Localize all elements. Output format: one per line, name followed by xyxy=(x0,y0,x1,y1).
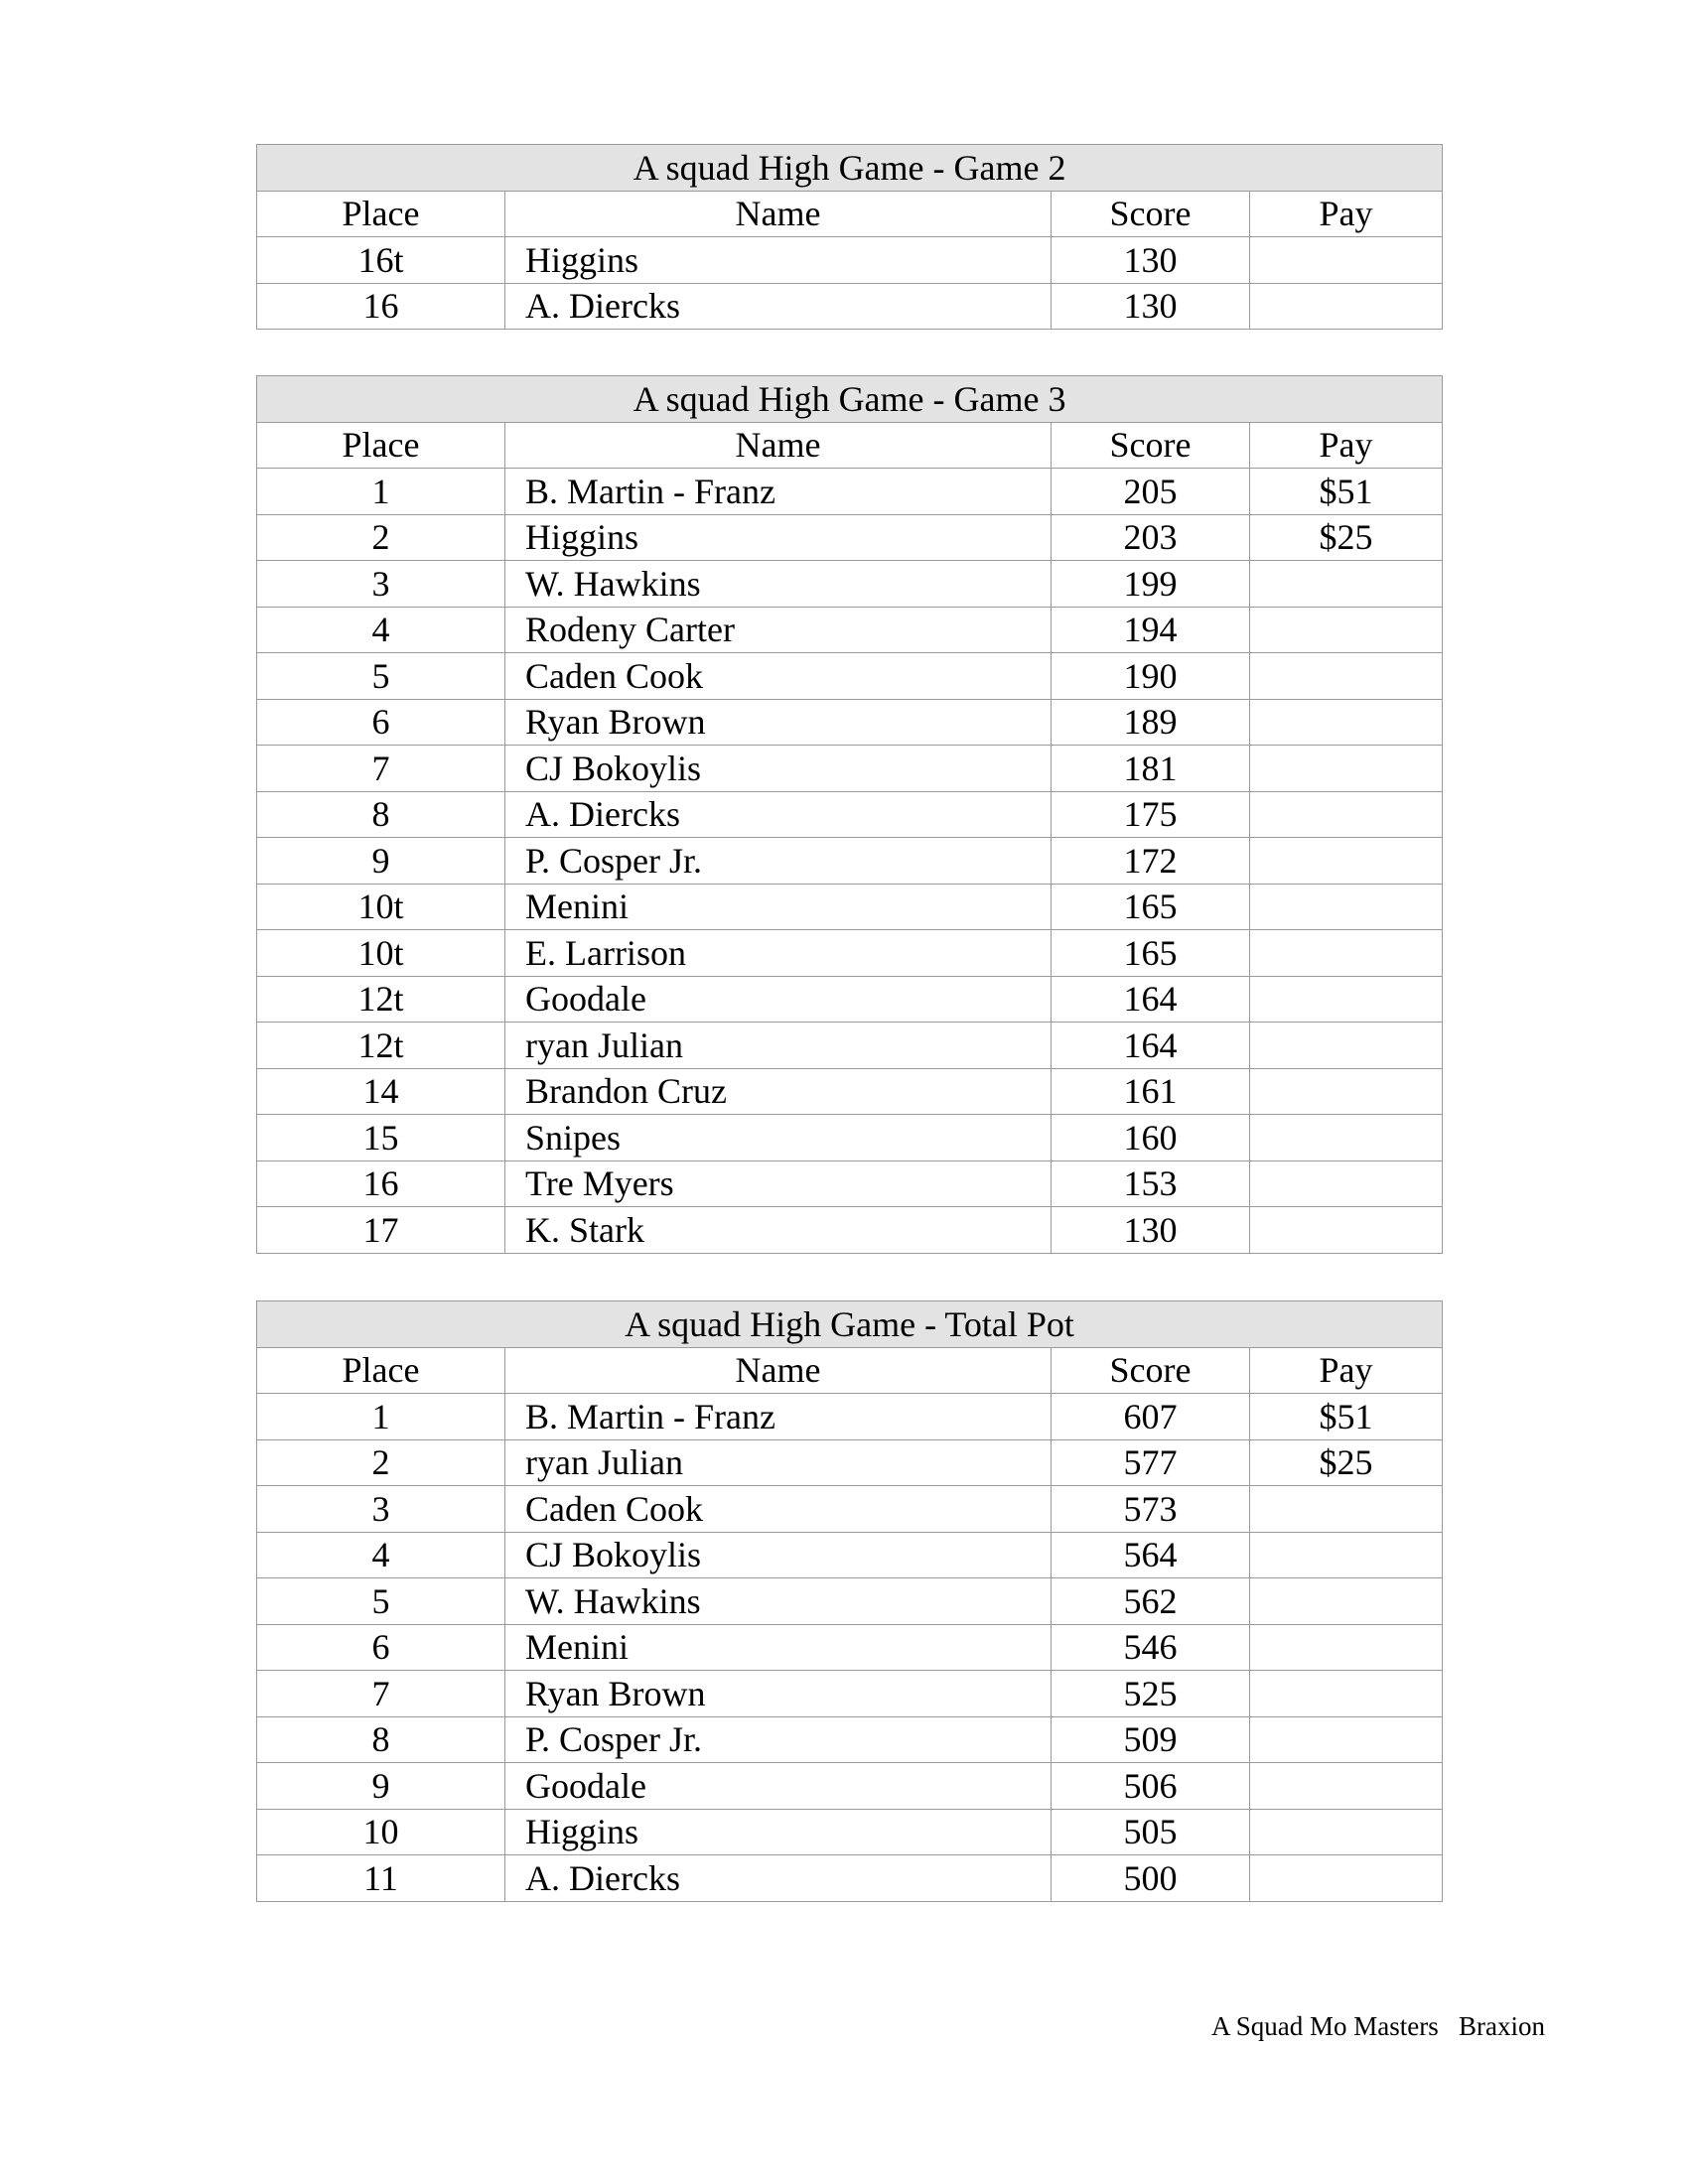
table-row xyxy=(257,653,1443,700)
name-cell: Ryan Brown xyxy=(505,699,1052,746)
score-cell: 160 xyxy=(1052,1115,1250,1161)
name-cell: Goodale xyxy=(505,1763,1052,1810)
name-cell: Higgins xyxy=(505,237,1052,284)
name-cell: A. Diercks xyxy=(505,1855,1052,1902)
table-row xyxy=(257,746,1443,792)
column-header-row xyxy=(257,422,1443,469)
table-row xyxy=(257,1716,1443,1763)
name-cell: P. Cosper Jr. xyxy=(505,1716,1052,1763)
place-cell: 2 xyxy=(257,1439,505,1486)
table-row xyxy=(257,1809,1443,1855)
table-row xyxy=(257,1023,1443,1069)
name-cell: CJ Bokoylis xyxy=(505,746,1052,792)
name-cell: Caden Cook xyxy=(505,653,1052,700)
table-row xyxy=(257,561,1443,608)
name-cell: E. Larrison xyxy=(505,930,1052,977)
table-row xyxy=(257,1394,1443,1440)
place-cell: 17 xyxy=(257,1207,505,1254)
score-cell: 165 xyxy=(1052,884,1250,930)
place-cell: 1 xyxy=(257,469,505,515)
table-row xyxy=(257,1160,1443,1207)
table-title-row xyxy=(257,145,1443,192)
pay-cell xyxy=(1250,838,1443,885)
score-cell: 509 xyxy=(1052,1716,1250,1763)
score-cell: 153 xyxy=(1052,1160,1250,1207)
name-cell: Ryan Brown xyxy=(505,1671,1052,1717)
score-cell: 172 xyxy=(1052,838,1250,885)
place-cell: 16 xyxy=(257,1160,505,1207)
pay-cell xyxy=(1250,1486,1443,1533)
table-title: A squad High Game - Game 2 xyxy=(257,145,1443,192)
score-cell: 189 xyxy=(1052,699,1250,746)
name-cell: Caden Cook xyxy=(505,1486,1052,1533)
score-cell: 165 xyxy=(1052,930,1250,977)
column-header-place: Place xyxy=(257,191,505,237)
pay-cell xyxy=(1250,1763,1443,1810)
place-cell: 12t xyxy=(257,976,505,1023)
place-cell: 15 xyxy=(257,1115,505,1161)
pay-cell xyxy=(1250,1578,1443,1625)
name-cell: Snipes xyxy=(505,1115,1052,1161)
name-cell: Menini xyxy=(505,884,1052,930)
score-cell: 205 xyxy=(1052,469,1250,515)
pay-cell: $51 xyxy=(1250,469,1443,515)
table-row xyxy=(257,1115,1443,1161)
score-cell: 199 xyxy=(1052,561,1250,608)
pay-cell xyxy=(1250,237,1443,284)
pay-cell xyxy=(1250,1068,1443,1115)
score-cell: 130 xyxy=(1052,237,1250,284)
table-row xyxy=(257,791,1443,838)
table-row xyxy=(257,1532,1443,1578)
column-header-score: Score xyxy=(1052,191,1250,237)
place-cell: 6 xyxy=(257,1624,505,1671)
pay-cell xyxy=(1250,1809,1443,1855)
name-cell: Higgins xyxy=(505,1809,1052,1855)
score-cell: 573 xyxy=(1052,1486,1250,1533)
place-cell: 6 xyxy=(257,699,505,746)
pay-cell xyxy=(1250,1023,1443,1069)
place-cell: 16 xyxy=(257,283,505,330)
score-cell: 203 xyxy=(1052,514,1250,561)
place-cell: 12t xyxy=(257,1023,505,1069)
place-cell: 9 xyxy=(257,1763,505,1810)
table-row xyxy=(257,283,1443,330)
score-cell: 161 xyxy=(1052,1068,1250,1115)
table-row xyxy=(257,884,1443,930)
table-row xyxy=(257,1486,1443,1533)
score-cell: 505 xyxy=(1052,1809,1250,1855)
score-cell: 525 xyxy=(1052,1671,1250,1717)
score-cell: 130 xyxy=(1052,1207,1250,1254)
place-cell: 3 xyxy=(257,1486,505,1533)
column-header-name: Name xyxy=(505,422,1052,469)
place-cell: 4 xyxy=(257,1532,505,1578)
table-row xyxy=(257,237,1443,284)
place-cell: 4 xyxy=(257,607,505,653)
column-header-pay: Pay xyxy=(1250,422,1443,469)
pay-cell: $51 xyxy=(1250,1394,1443,1440)
table-row xyxy=(257,469,1443,515)
column-header-place: Place xyxy=(257,1347,505,1394)
score-cell: 194 xyxy=(1052,607,1250,653)
place-cell: 1 xyxy=(257,1394,505,1440)
name-cell: Higgins xyxy=(505,514,1052,561)
column-header-row xyxy=(257,191,1443,237)
pay-cell xyxy=(1250,1716,1443,1763)
pay-cell xyxy=(1250,283,1443,330)
pay-cell xyxy=(1250,976,1443,1023)
place-cell: 10t xyxy=(257,884,505,930)
place-cell: 11 xyxy=(257,1855,505,1902)
score-cell: 181 xyxy=(1052,746,1250,792)
name-cell: A. Diercks xyxy=(505,791,1052,838)
table-row xyxy=(257,1068,1443,1115)
name-cell: K. Stark xyxy=(505,1207,1052,1254)
name-cell: CJ Bokoylis xyxy=(505,1532,1052,1578)
pay-cell xyxy=(1250,746,1443,792)
column-header-score: Score xyxy=(1052,422,1250,469)
page-footer: A Squad Mo Masters Braxion xyxy=(1211,2011,1545,2041)
table-row xyxy=(257,1207,1443,1254)
column-header-name: Name xyxy=(505,1347,1052,1394)
pay-cell xyxy=(1250,1624,1443,1671)
score-cell: 577 xyxy=(1052,1439,1250,1486)
score-cell: 130 xyxy=(1052,283,1250,330)
table-title-row xyxy=(257,1301,1443,1348)
place-cell: 8 xyxy=(257,791,505,838)
score-cell: 506 xyxy=(1052,1763,1250,1810)
place-cell: 7 xyxy=(257,1671,505,1717)
name-cell: ryan Julian xyxy=(505,1439,1052,1486)
results-table-game-2 xyxy=(256,144,1443,330)
name-cell: A. Diercks xyxy=(505,283,1052,330)
name-cell: B. Martin - Franz xyxy=(505,469,1052,515)
place-cell: 8 xyxy=(257,1716,505,1763)
column-header-score: Score xyxy=(1052,1347,1250,1394)
place-cell: 2 xyxy=(257,514,505,561)
name-cell: Tre Myers xyxy=(505,1160,1052,1207)
table-row xyxy=(257,930,1443,977)
pay-cell xyxy=(1250,791,1443,838)
score-cell: 546 xyxy=(1052,1624,1250,1671)
results-table-total-pot xyxy=(256,1300,1443,1902)
pay-cell xyxy=(1250,699,1443,746)
pay-cell xyxy=(1250,607,1443,653)
place-cell: 10 xyxy=(257,1809,505,1855)
column-header-row xyxy=(257,1347,1443,1394)
column-header-name: Name xyxy=(505,191,1052,237)
table-row xyxy=(257,1855,1443,1902)
name-cell: ryan Julian xyxy=(505,1023,1052,1069)
table-row xyxy=(257,607,1443,653)
table-row xyxy=(257,1624,1443,1671)
pay-cell xyxy=(1250,1207,1443,1254)
pay-cell xyxy=(1250,653,1443,700)
name-cell: W. Hawkins xyxy=(505,1578,1052,1625)
pay-cell xyxy=(1250,884,1443,930)
place-cell: 14 xyxy=(257,1068,505,1115)
pay-cell xyxy=(1250,1160,1443,1207)
table-row xyxy=(257,514,1443,561)
pay-cell xyxy=(1250,1855,1443,1902)
results-table-game-3 xyxy=(256,375,1443,1254)
column-header-place: Place xyxy=(257,422,505,469)
name-cell: P. Cosper Jr. xyxy=(505,838,1052,885)
pay-cell xyxy=(1250,1532,1443,1578)
table-row xyxy=(257,1439,1443,1486)
score-cell: 564 xyxy=(1052,1532,1250,1578)
score-cell: 607 xyxy=(1052,1394,1250,1440)
pay-cell xyxy=(1250,1671,1443,1717)
place-cell: 3 xyxy=(257,561,505,608)
table-title-row xyxy=(257,376,1443,423)
table-row xyxy=(257,699,1443,746)
score-cell: 175 xyxy=(1052,791,1250,838)
name-cell: W. Hawkins xyxy=(505,561,1052,608)
place-cell: 9 xyxy=(257,838,505,885)
table-row xyxy=(257,1763,1443,1810)
score-cell: 190 xyxy=(1052,653,1250,700)
table-title: A squad High Game - Total Pot xyxy=(257,1301,1443,1348)
score-cell: 164 xyxy=(1052,976,1250,1023)
table-row xyxy=(257,1671,1443,1717)
name-cell: Goodale xyxy=(505,976,1052,1023)
pay-cell xyxy=(1250,561,1443,608)
score-cell: 500 xyxy=(1052,1855,1250,1902)
name-cell: Rodeny Carter xyxy=(505,607,1052,653)
pay-cell xyxy=(1250,1115,1443,1161)
place-cell: 10t xyxy=(257,930,505,977)
table-title: A squad High Game - Game 3 xyxy=(257,376,1443,423)
column-header-pay: Pay xyxy=(1250,191,1443,237)
place-cell: 16t xyxy=(257,237,505,284)
score-cell: 562 xyxy=(1052,1578,1250,1625)
name-cell: Brandon Cruz xyxy=(505,1068,1052,1115)
place-cell: 7 xyxy=(257,746,505,792)
table-row xyxy=(257,976,1443,1023)
pay-cell: $25 xyxy=(1250,1439,1443,1486)
place-cell: 5 xyxy=(257,1578,505,1625)
pay-cell: $25 xyxy=(1250,514,1443,561)
pay-cell xyxy=(1250,930,1443,977)
name-cell: Menini xyxy=(505,1624,1052,1671)
table-row xyxy=(257,1578,1443,1625)
place-cell: 5 xyxy=(257,653,505,700)
column-header-pay: Pay xyxy=(1250,1347,1443,1394)
score-cell: 164 xyxy=(1052,1023,1250,1069)
table-row xyxy=(257,838,1443,885)
name-cell: B. Martin - Franz xyxy=(505,1394,1052,1440)
